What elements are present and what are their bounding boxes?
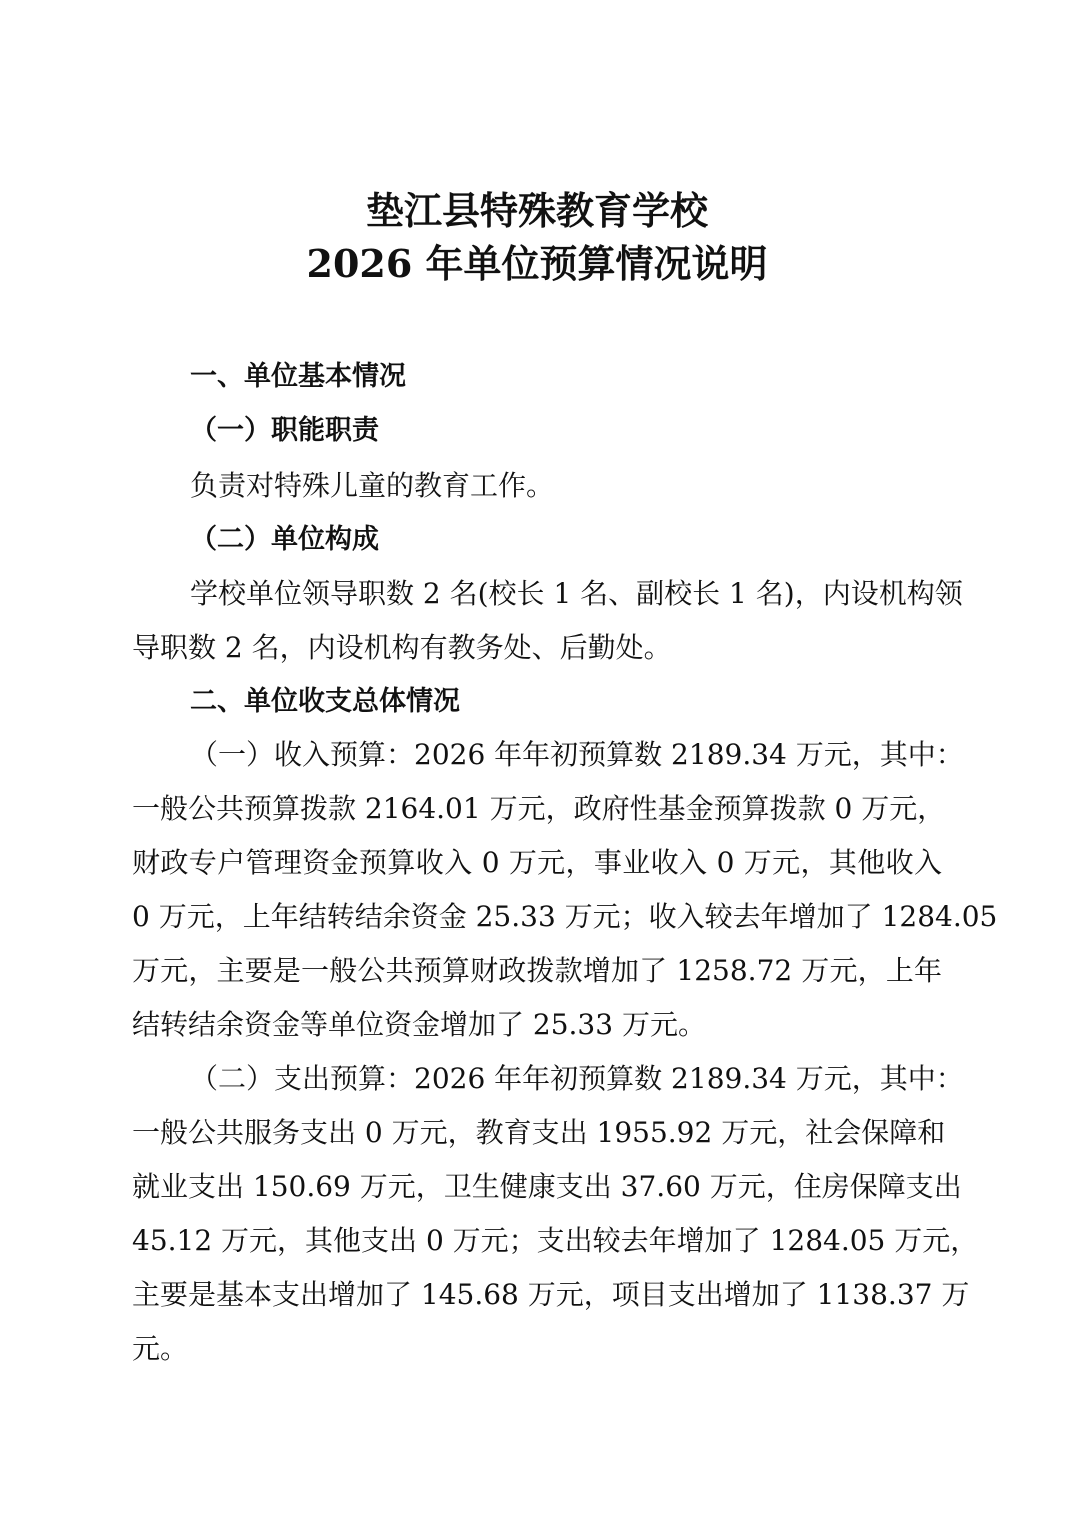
expense-line: （二）支出预算：2026 年年初预算数 2189.34 万元，其中： bbox=[190, 1062, 964, 1095]
document-title-line1: 垫江县特殊教育学校 bbox=[365, 188, 708, 233]
expense-line: 就业支出 150.69 万元，卫生健康支出 37.60 万元，住房保障支出 bbox=[132, 1170, 962, 1203]
section2-heading: 二、单位收支总体情况 bbox=[190, 686, 460, 717]
income-line: 结转结余资金等单位资金增加了 25.33 万元。 bbox=[132, 1008, 706, 1041]
income-line: 0 万元，上年结转结余资金 25.33 万元；收入较去年增加了 1284.05 bbox=[132, 900, 998, 933]
sub1-heading: （一）职能职责 bbox=[190, 415, 379, 446]
section1-heading: 一、单位基本情况 bbox=[190, 361, 406, 392]
income-line: （一）收入预算：2026 年年初预算数 2189.34 万元，其中： bbox=[190, 738, 964, 771]
expense-line: 一般公共服务支出 0 万元，教育支出 1955.92 万元，社会保障和 bbox=[132, 1116, 946, 1149]
income-line: 财政专户管理资金预算收入 0 万元，事业收入 0 万元，其他收入 bbox=[132, 846, 942, 879]
sub2-line: 学校单位领导职数 2 名(校长 1 名、副校长 1 名)，内设机构领 bbox=[190, 577, 963, 610]
expense-line: 主要是基本支出增加了 145.68 万元，项目支出增加了 1138.37 万 bbox=[132, 1278, 970, 1311]
sub2-line: 导职数 2 名，内设机构有教务处、后勤处。 bbox=[132, 631, 672, 664]
income-line: 一般公共预算拨款 2164.01 万元，政府性基金预算拨款 0 万元， bbox=[132, 792, 946, 825]
sub2-heading: （二）单位构成 bbox=[190, 524, 379, 555]
income-line: 万元，主要是一般公共预算财政拨款增加了 1258.72 万元，上年 bbox=[132, 954, 942, 987]
document-title-line2: 2026 年单位预算情况说明 bbox=[306, 241, 768, 286]
sub1-text: 负责对特殊儿童的教育工作。 bbox=[190, 469, 555, 502]
expense-line: 元。 bbox=[132, 1332, 189, 1365]
expense-line: 45.12 万元，其他支出 0 万元；支出较去年增加了 1284.05 万元， bbox=[132, 1224, 979, 1257]
